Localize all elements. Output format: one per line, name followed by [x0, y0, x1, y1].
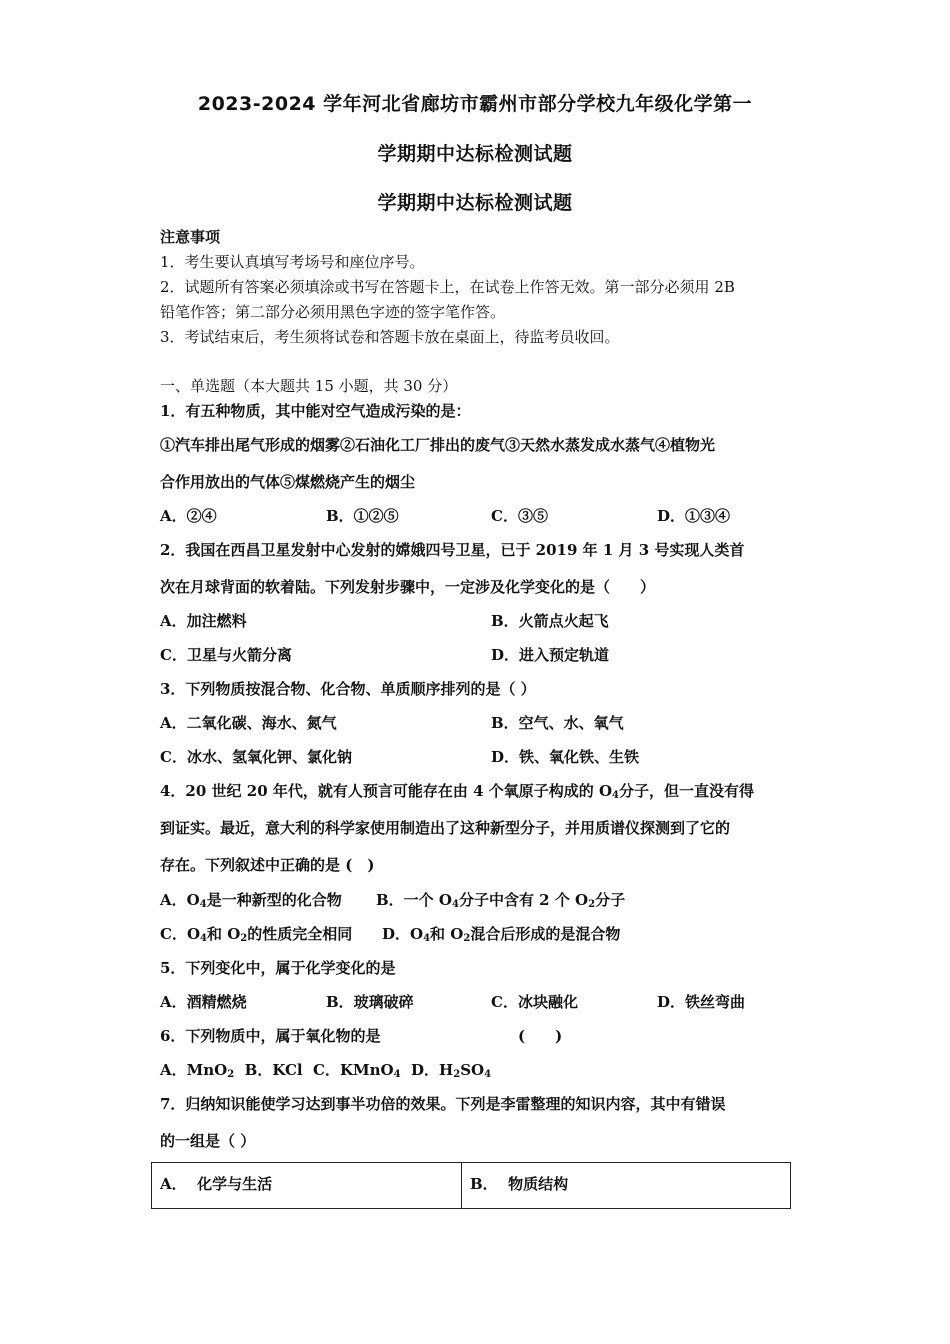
question-4-line: 到证实。最近，意大利的科学家使用制造出了这种新型分子，并用质谱仪探测到了它的	[160, 819, 731, 837]
notice-item: 铅笔作答；第二部分必须用黑色字迹的签字笔作答。	[160, 303, 506, 321]
question-1-option-d: D．①③④	[657, 507, 731, 525]
section-heading: 一、单选题（本大题共 15 小题，共 30 分）	[160, 377, 458, 395]
notice-item: 1．考生要认真填写考场号和座位序号。	[160, 253, 425, 271]
notice-heading: 注意事项	[160, 228, 221, 246]
question-5-option-c: C．冰块融化	[491, 993, 578, 1011]
question-1-option-c: C．③⑤	[491, 507, 548, 525]
question-7-line: 的一组是（ ）	[160, 1132, 256, 1150]
table-cell-b: B． 物质结构	[470, 1175, 569, 1193]
question-2-line: 2．我国在西昌卫星发射中心发射的嫦娥四号卫星，已于 2019 年 1 月 3 号实现人类首	[160, 541, 745, 559]
notice-item: 3．考试结束后，考生须将试卷和答题卡放在桌面上，待监考员收回。	[160, 328, 620, 346]
question-7-line: 7．归纳知识能使学习达到事半功倍的效果。下列是李雷整理的知识内容，其中有错误	[160, 1095, 726, 1113]
question-4-line: 4．20 世纪 20 年代，就有人预言可能存在由 4 个氧原子构成的 $O_4$分子，但一直没有得	[160, 782, 755, 801]
question-2-option-d: D．进入预定轨道	[491, 646, 610, 664]
question-4-option-a: A．$O_4$是一种新型的化合物	[160, 891, 342, 910]
notice-item: 2．试题所有答案必须填涂或书写在答题卡上，在试卷上作答无效。第一部分必须用 2B	[160, 278, 735, 296]
exam-title-line-1: 2023-2024 学年河北省廊坊市霸州市部分学校九年级化学第一	[197, 93, 753, 115]
question-5-option-d: D．铁丝弯曲	[657, 993, 746, 1011]
question-1-option-a: A．②④	[160, 507, 217, 525]
question-3-option-a: A．二氧化碳、海水、氮气	[160, 714, 337, 732]
question-4-option-c: C．$O_4$和 $O_2$的性质完全相同	[160, 925, 353, 944]
question-2-option-a: A．加注燃料	[160, 612, 247, 630]
question-3-option-c: C．冰水、氢氧化钾、氯化钠	[160, 748, 352, 766]
question-4-option-b: B．一个 $O_4$分子中含有 2 个 $O_2$分子	[376, 891, 626, 910]
question-1-line: ①汽车排出尾气形成的烟雾②石油化工厂排出的废气③天然水蒸发成水蒸气④植物光	[160, 436, 716, 454]
question-6-stem: 6．下列物质中，属于氧化物的是	[160, 1027, 381, 1045]
table-cell-a: A． 化学与生活	[160, 1175, 273, 1193]
question-1-stem: 1．有五种物质，其中能对空气造成污染的是：	[160, 402, 471, 420]
question-7-table	[151, 1162, 791, 1209]
question-5-option-a: A．酒精燃烧	[160, 993, 247, 1011]
question-2-option-b: B．火箭点火起飞	[491, 612, 609, 630]
question-5-option-b: B．玻璃破碎	[326, 993, 414, 1011]
question-6-answer-paren: ( )	[518, 1027, 563, 1045]
question-4-line: 存在。下列叙述中正确的是 ( )	[160, 856, 375, 874]
question-5-stem: 5．下列变化中，属于化学变化的是	[160, 959, 396, 977]
question-1-option-b: B．①②⑤	[326, 507, 399, 525]
exam-title-line-3: 学期期中达标检测试题	[377, 192, 573, 214]
question-6-options: A．MnO$_2$ B．KCl C．KMnO$_4$ D．$H_2SO_4$	[160, 1061, 492, 1080]
question-4-option-d: D．$O_4$和 $O_2$混合后形成的是混合物	[382, 925, 621, 944]
question-3-option-d: D．铁、氧化铁、生铁	[491, 748, 640, 766]
table-divider	[461, 1163, 462, 1208]
question-2-line: 次在月球背面的软着陆。下列发射步骤中，一定涉及化学变化的是（ ）	[160, 578, 656, 596]
exam-title-line-2: 学期期中达标检测试题	[377, 143, 573, 165]
question-3-option-b: B．空气、水、氧气	[491, 714, 624, 732]
question-1-line: 合作用放出的气体⑤煤燃烧产生的烟尘	[160, 473, 416, 491]
question-3-stem: 3．下列物质按混合物、化合物、单质顺序排列的是（ ）	[160, 680, 536, 698]
question-2-option-c: C．卫星与火箭分离	[160, 646, 292, 664]
